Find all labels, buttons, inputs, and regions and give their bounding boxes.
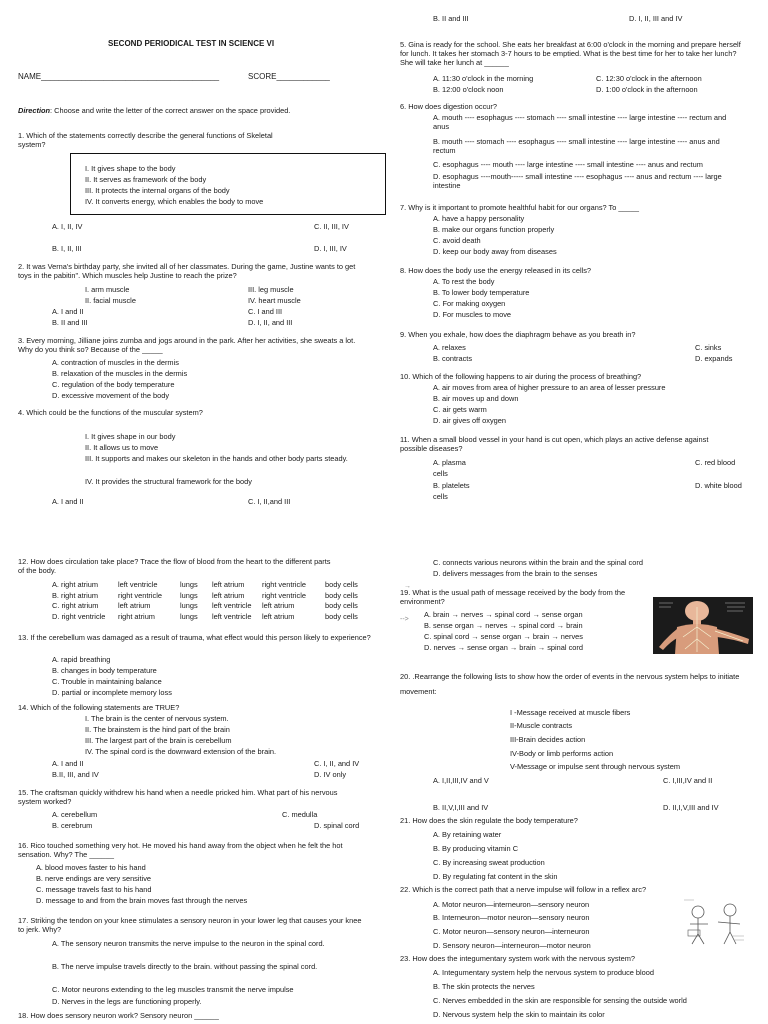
question-12-stem: 12. How does circulation take place? Trace the flow of blood from the heart to the different parts of the body.: [18, 557, 331, 575]
pencil-arrow-mark: -->: [400, 616, 409, 623]
q14-option-a: A. I and II: [52, 759, 84, 768]
q12-flow-cell: right ventricle: [118, 590, 162, 600]
q1-statement: I. It gives shape to the body: [85, 164, 176, 173]
q19-option: B. sense organ → nerves → spinal cord → brain: [424, 621, 583, 630]
q19-option: D. nerves → sense organ → brain → spinal cord: [424, 643, 583, 652]
q14-option-b: B.II, III, and IV: [52, 770, 99, 779]
q13-option: A. rapid breathing: [52, 655, 111, 664]
q20-option-a: A. I,II,III,IV and V: [433, 776, 489, 785]
q12-flow-cell: body cells: [325, 590, 358, 600]
q12-flow-cell: right atrium: [118, 611, 155, 621]
nervous-system-image: [653, 597, 753, 654]
q16-option: B. nerve endings are very sensitive: [36, 874, 152, 883]
reflex-arc-sketch: [680, 896, 748, 946]
q18-option-d: D. delivers messages from the brain to the senses: [433, 569, 598, 578]
q2-item-iv: IV. heart muscle: [248, 296, 301, 305]
q12-flow-cell: left atrium: [212, 590, 245, 600]
q20-option-b: B. II,V,I,III and IV: [433, 803, 489, 812]
q10-option: A. air moves from area of higher pressure to an area of lesser pressure: [433, 383, 666, 392]
q12-flow-cell: A. right atrium: [52, 580, 99, 589]
question-10-stem: 10. Which of the following happens to air during the process of breathing?: [400, 372, 642, 381]
q12-flow-cell: body cells: [325, 611, 358, 621]
q3-option: A. contraction of muscles in the dermis: [52, 358, 179, 367]
q14-statement: III. The largest part of the brain is cerebellum: [85, 736, 232, 745]
q12-flow-cell: lungs: [180, 580, 198, 589]
direction-text: : Choose and write the letter of the correct answer on the space provided.: [50, 106, 291, 115]
q16-option: C. message travels fast to his hand: [36, 885, 152, 894]
q20-event: II-Muscle contracts: [510, 721, 573, 730]
q10-option: D. air gives off oxygen: [433, 416, 506, 425]
q22-option: A. Motor neuron—interneuron—sensory neuron: [433, 900, 590, 909]
q13-option: C. Trouble in maintaining balance: [52, 677, 162, 686]
direction-label: Direction: [18, 106, 51, 115]
question-17-stem: 17. Striking the tendon on your knee stimulates a sensory neuron in your lower leg that causes your knee to jerk. Why?: [18, 916, 362, 934]
question-7-stem: 7. Why is it important to promote healthful habit for our organs? To _____: [400, 203, 639, 212]
q4-option-b: B. II and III: [433, 14, 469, 23]
q1-option-c: C. II, III, IV: [314, 222, 349, 231]
q15-option-c: C. medulla: [282, 810, 318, 819]
q10-option: C. air gets warm: [433, 405, 487, 414]
question-22-stem: 22. Which is the correct path that a nerve impulse will follow in a reflex arc?: [400, 885, 647, 894]
q12-flow-cell: B. right atrium: [52, 590, 99, 600]
q14-option-c: C. I, II, and IV: [314, 759, 360, 768]
q12-flow-cell: left ventricle: [212, 601, 252, 610]
q6-option: C. esophagus ---- mouth ---- large intestine ---- small intestine ---- anus and rectum: [433, 160, 703, 169]
q20-event: IV-Body or limb performs action: [510, 749, 614, 758]
question-15-stem: 15. The craftsman quickly withdrew his hand when a needle pricked him. What part of his nervous system worked?: [18, 788, 338, 806]
q4-statement: II. It allows us to move: [85, 443, 159, 452]
q11-option-c: C. red blood: [695, 458, 736, 467]
q8-option: A. To rest the body: [433, 277, 495, 286]
q20-event: V-Message or impulse sent through nervous system: [510, 762, 681, 771]
q8-option: C. For making oxygen: [433, 299, 506, 308]
q2-item-iii: III. leg muscle: [248, 285, 294, 294]
q13-option: B. changes in body temperature: [52, 666, 157, 675]
q15-option-d: D. spinal cord: [314, 821, 360, 830]
question-4-stem: 4. Which could be the functions of the muscular system?: [18, 408, 203, 417]
q19-option: C. spinal cord → sense organ → brain → nerves: [424, 632, 583, 641]
question-21-stem: 21. How does the skin regulate the body temperature?: [400, 816, 578, 825]
q7-option: D. keep our body away from diseases: [433, 247, 557, 256]
q9-option-a: A. relaxes: [433, 343, 466, 352]
q1-statement: IV. It converts energy, which enables the body to move: [85, 197, 264, 206]
q23-option: D. Nervous system help the skin to maintain its color: [433, 1010, 605, 1019]
q13-option: D. partial or incomplete memory loss: [52, 688, 172, 697]
q21-option: B. By producing vitamin C: [433, 844, 519, 853]
q12-flow-cell: right ventricle: [262, 590, 306, 600]
question-20-stem: 20. .Rearrange the following lists to show how the order of events in the nervous system helps to initiate movement:: [400, 672, 740, 696]
q4-statement: I. It gives shape in our body: [85, 432, 176, 441]
q17-option: B. The nerve impulse travels directly to the brain. without passing the spinal cord.: [52, 962, 318, 971]
q11-option-d: D. white blood: [695, 481, 742, 490]
question-16-stem: 16. Rico touched something very hot. He moved his hand away from the object when he felt the hot sensation. Why? The ______: [18, 841, 343, 859]
test-title: SECOND PERIODICAL TEST IN SCIENCE VI: [108, 39, 275, 48]
q20-event: III-Brain decides action: [510, 735, 586, 744]
q14-statement: II. The brainstem is the hind part of the brain: [85, 725, 230, 734]
score-field[interactable]: SCORE____________: [248, 72, 330, 81]
q12-flow-cell: lungs: [180, 601, 198, 610]
q2-item-ii: II. facial muscle: [85, 296, 136, 305]
q12-flow-cell: left atrium: [118, 601, 151, 610]
name-field[interactable]: NAME________________________________________: [18, 72, 220, 81]
q19-option: A. brain → nerves → spinal cord → sense organ: [424, 610, 583, 619]
question-2-stem: 2. It was Verna's birthday party, she invited all of her classmates. During the game, Justine wants to get toys in the pabitin". Which muscles help Justine to reach the prize?: [18, 262, 356, 280]
q4-option-a: A. I and II: [52, 497, 84, 506]
q8-option: D. For muscles to move: [433, 310, 512, 319]
q17-option: A. The sensory neuron transmits the nerve impulse to the neuron in the spinal cord.: [52, 939, 325, 948]
q1-option-d: D. I, III, IV: [314, 244, 347, 253]
question-1-stem: 1. Which of the statements correctly describe the general functions of Skeletal system?: [18, 131, 273, 149]
q9-option-d: D. expands: [695, 354, 733, 363]
q5-option-c: C. 12:30 o'clock in the afternoon: [596, 74, 702, 83]
q11-option-a-cont: cells: [433, 469, 448, 478]
q1-option-b: B. I, II, III: [52, 244, 82, 253]
q21-option: D. By regulating fat content in the skin: [433, 872, 558, 881]
q1-option-a: A. I, II, IV: [52, 222, 83, 231]
question-11-stem: 11. When a small blood vessel in your hand is cut open, which plays an active defense against possible diseases?: [400, 435, 709, 453]
q4-option-c: C. I, II,and III: [248, 497, 291, 506]
q12-flow-cell: body cells: [325, 580, 358, 589]
q6-option: B. mouth ---- stomach ---- esophagus ---- small intestine ---- large intestine ---- anus and rectum: [433, 137, 720, 155]
q14-option-d: D. IV only: [314, 770, 347, 779]
q2-option-d: D. I, II, and III: [248, 318, 293, 327]
q4-option-d: D. I, II, III and IV: [629, 14, 683, 23]
q3-option: C. regulation of the body temperature: [52, 380, 175, 389]
q4-statement: IV. It provides the structural framework for the body: [85, 477, 252, 486]
q12-flow-cell: left ventricle: [212, 611, 252, 621]
question-3-stem: 3. Every morning, Jilliane joins zumba and jogs around in the park. After her activities, she sweats a lot. Why do you think so? Because of the _____: [18, 336, 356, 354]
q5-option-d: D. 1:00 o'clock in the afternoon: [596, 85, 698, 94]
q12-flow-cell: left atrium: [262, 611, 295, 621]
q2-item-i: I. arm muscle: [85, 285, 130, 294]
q5-option-a: A. 11:30 o'clock in the morning: [433, 74, 534, 83]
question-5-stem: 5. Gina is ready for the school. She eats her breakfast at 6:00 o'clock in the morning and prepare herself for lunch. It takes her stomach 3-7 hours to be emptied. What is the best time for her to take her lunch? She will take her lunch at ______: [400, 40, 741, 67]
q14-statement: I. The brain is the center of nervous system.: [85, 714, 229, 723]
q22-option: D. Sensory neuron—interneuron—motor neuron: [433, 941, 591, 950]
q23-option: B. The skin protects the nerves: [433, 982, 535, 991]
q11-option-b: B. platelets: [433, 481, 470, 490]
q20-option-d: D. II,I,V,III and IV: [663, 803, 719, 812]
q20-option-c: C. I,III,IV and II: [663, 776, 713, 785]
q2-option-c: C. I and III: [248, 307, 283, 316]
q1-statement: II. It serves as framework of the body: [85, 175, 207, 184]
q10-option: B. air moves up and down: [433, 394, 519, 403]
q4-statement: III. It supports and makes our skeleton in the hands and other body parts steady.: [85, 454, 348, 463]
question-23-stem: 23. How does the integumentary system work with the nervous system?: [400, 954, 635, 963]
q18-option-c: C. connects various neurons within the brain and the spinal cord: [433, 558, 643, 567]
q21-option: A. By retaining water: [433, 830, 502, 839]
q7-option: B. make our organs function properly: [433, 225, 555, 234]
q3-option: B. relaxation of the muscles in the dermis: [52, 369, 188, 378]
q14-statement: IV. The spinal cord is the downward extension of the brain.: [85, 747, 277, 756]
q20-event: I -Message received at muscle fibers: [510, 708, 631, 717]
question-14-stem: 14. Which of the following statements are TRUE?: [18, 703, 180, 712]
q12-flow-cell: left ventricle: [118, 580, 158, 589]
pencil-arrow-mark: →: [404, 583, 411, 590]
q12-flow-cell: lungs: [180, 611, 198, 621]
q22-option: B. Interneuron—motor neuron—sensory neuron: [433, 913, 590, 922]
q1-statement: III. It protects the internal organs of the body: [85, 186, 230, 195]
q12-flow-cell: body cells: [325, 601, 358, 610]
q6-option: A. mouth ---- esophagus ---- stomach ---- small intestine ---- large intestine ---- rectum and anus: [433, 113, 727, 131]
q23-option: C. Nerves embedded in the skin are responsible for sensing the outside world: [433, 996, 687, 1005]
q2-option-b: B. II and III: [52, 318, 88, 327]
q12-flow-cell: C. right atrium: [52, 601, 99, 610]
q23-option: A. Integumentary system help the nervous system to produce blood: [433, 968, 655, 977]
q7-option: C. avoid death: [433, 236, 481, 245]
question-18-stem: 18. How does sensory neuron work? Sensory neuron ______: [18, 1011, 219, 1020]
q8-option: B. To lower body temperature: [433, 288, 530, 297]
question-6-stem: 6. How does digestion occur?: [400, 102, 497, 111]
q9-option-c: C. sinks: [695, 343, 722, 352]
q15-option-b: B. cerebrum: [52, 821, 93, 830]
q12-flow-cell: left atrium: [262, 601, 295, 610]
q15-option-a: A. cerebellum: [52, 810, 98, 819]
q16-option: A. blood moves faster to his hand: [36, 863, 146, 872]
q9-option-b: B. contracts: [433, 354, 473, 363]
question-19-stem: 19. What is the usual path of message received by the body from the environment?: [400, 588, 626, 606]
q3-option: D. excessive movement of the body: [52, 391, 170, 400]
q5-option-b: B. 12:00 o'clock noon: [433, 85, 504, 94]
question-13-stem: 13. If the cerebellum was damaged as a result of trauma, what effect would this person likely to experience?: [18, 633, 371, 642]
q17-option: D. Nerves in the legs are functioning properly.: [52, 997, 202, 1006]
question-9-stem: 9. When you exhale, how does the diaphragm behave as you breath in?: [400, 330, 636, 339]
q12-flow-cell: left atrium: [212, 580, 245, 589]
q12-flow-cell: D. right ventricle: [52, 611, 106, 621]
q11-option-b-cont: cells: [433, 492, 448, 501]
q12-flow-cell: lungs: [180, 590, 198, 600]
q7-option: A. have a happy personality: [433, 214, 525, 223]
q21-option: C. By increasing sweat production: [433, 858, 545, 867]
q17-option: C. Motor neurons extending to the leg muscles transmit the nerve impulse: [52, 985, 294, 994]
q11-option-a: A. plasma: [433, 458, 466, 467]
q6-option: D. esophagus ----mouth----- small intestine ---- esophagus ---- anus and rectum ---- large intestine: [433, 172, 722, 190]
q16-option: D. message to and from the brain moves fast through the nerves: [36, 896, 248, 905]
q12-flow-cell: right ventricle: [262, 580, 306, 589]
directions: [18, 106, 290, 115]
q2-option-a: A. I and II: [52, 307, 84, 316]
q22-option: C. Motor neuron—sensory neuron—interneuron: [433, 927, 590, 936]
question-8-stem: 8. How does the body use the energy released in its cells?: [400, 266, 592, 275]
